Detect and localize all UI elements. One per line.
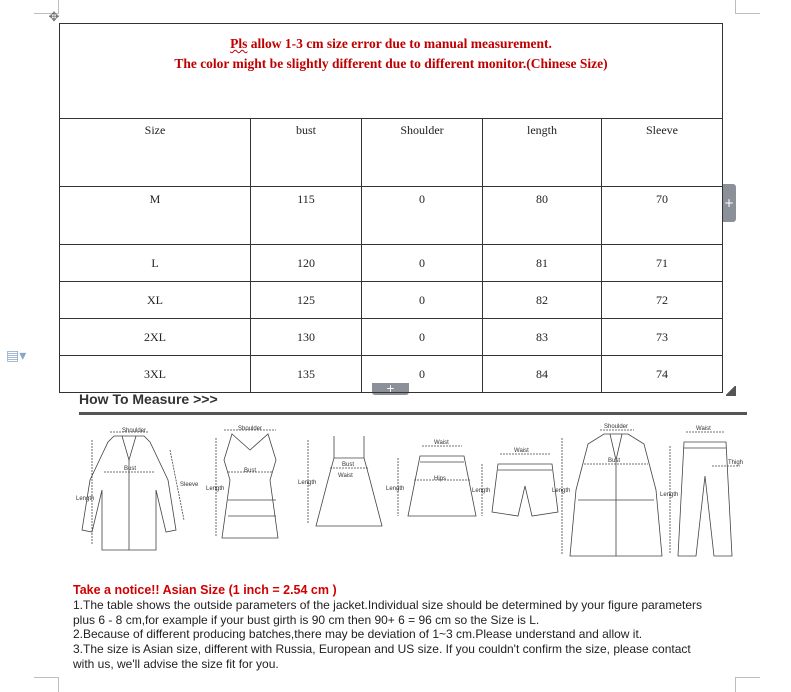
notice-paragraph-2: 2.Because of different producing batches,there may be deviation of 1~3 cm.Please understand and allow it. xyxy=(73,627,643,642)
label-shoulder-coat: Shoulder xyxy=(604,424,629,430)
cell-length: 80 xyxy=(483,187,602,245)
label-length-coat: Length xyxy=(552,488,571,494)
move-handle-icon[interactable]: ✥ xyxy=(48,10,60,25)
cell-size: L xyxy=(60,245,251,282)
label-length-shorts: Length xyxy=(472,488,491,494)
label-shoulder-jacket: Shoulder xyxy=(122,428,147,434)
table-header-row xyxy=(60,119,723,187)
header-sleeve: Sleeve xyxy=(602,119,723,187)
table-row xyxy=(60,319,723,356)
notice-row xyxy=(60,24,723,119)
shorts-figure xyxy=(482,454,558,516)
label-shoulder-vest: Shoulder xyxy=(238,426,263,432)
crop-mark-bottom-right xyxy=(735,677,760,692)
notice-line-1-text: allow 1-3 cm size error due to manual measurement. xyxy=(247,36,552,51)
notice-line-1 xyxy=(60,36,722,52)
cell-size: 3XL xyxy=(60,356,251,393)
label-waist-trousers: Waist xyxy=(696,426,711,432)
cell-sleeve: 73 xyxy=(602,319,723,356)
measurement-illustrations xyxy=(72,420,752,570)
cell-length: 84 xyxy=(483,356,602,393)
table-row xyxy=(60,187,723,245)
cell-size: XL xyxy=(60,282,251,319)
label-length-trousers: Length xyxy=(660,492,679,498)
table-row xyxy=(60,282,723,319)
cell-bust: 120 xyxy=(251,245,362,282)
crop-mark-top-right xyxy=(735,0,760,14)
cell-length: 83 xyxy=(483,319,602,356)
cell-bust: 135 xyxy=(251,356,362,393)
notice-cell xyxy=(60,24,723,119)
document-icon[interactable]: ▤▾ xyxy=(6,348,27,364)
label-waist-shorts: Waist xyxy=(514,448,529,454)
label-bust-coat: Bust xyxy=(608,458,621,464)
jacket-figure xyxy=(82,432,184,550)
how-to-measure-divider xyxy=(79,412,747,415)
notice-paragraph-1: 1.The table shows the outside parameters of the jacket.Individual size should be determined by your figure parameters plus 6 - 8 cm,for example if your bust girth is 90 cm then 90+ 6 = 96 cm so the Size is L. xyxy=(73,597,703,627)
cell-shoulder: 0 xyxy=(362,282,483,319)
coat-figure xyxy=(562,430,662,556)
header-bust: bust xyxy=(251,119,362,187)
table-row xyxy=(60,356,723,393)
cell-size: M xyxy=(60,187,251,245)
cell-sleeve: 74 xyxy=(602,356,723,393)
table-row xyxy=(60,245,723,282)
cell-bust: 125 xyxy=(251,282,362,319)
notice-line-2: The color might be slightly different due to different monitor.(Chinese Size) xyxy=(174,56,608,71)
how-to-measure-title: How To Measure >>> xyxy=(79,391,218,407)
label-bust-dress: Bust xyxy=(342,462,355,468)
label-bust-vest: Bust xyxy=(244,468,257,474)
label-waist-skirt: Waist xyxy=(434,440,449,446)
cell-shoulder: 0 xyxy=(362,356,483,393)
notice-heading: Take a notice!! Asian Size (1 inch = 2.54 cm ) xyxy=(73,583,337,597)
cell-length: 82 xyxy=(483,282,602,319)
notice-paragraph-3: 3.The size is Asian size, different with Russia, European and US size. If you couldn't confirm the size, please contact with us, we'll advise the size fit for you. xyxy=(73,642,691,671)
label-thigh-trousers: Thigh xyxy=(728,460,744,466)
cell-sleeve: 72 xyxy=(602,282,723,319)
label-hips-skirt: Hips xyxy=(434,476,447,482)
vest-figure xyxy=(216,430,278,538)
cell-size: 2XL xyxy=(60,319,251,356)
header-shoulder: Shoulder xyxy=(362,119,483,187)
cell-bust: 130 xyxy=(251,319,362,356)
label-length-skirt: Length xyxy=(386,486,405,492)
header-length: length xyxy=(483,119,602,187)
label-waist-dress: Waist xyxy=(338,473,353,479)
cell-shoulder: 0 xyxy=(362,245,483,282)
cell-sleeve: 70 xyxy=(602,187,723,245)
size-table xyxy=(59,23,723,393)
size-notice-block xyxy=(73,583,713,672)
resize-handle-icon[interactable] xyxy=(726,386,736,396)
label-length-vest: Length xyxy=(206,486,225,492)
insert-column-plus-icon[interactable]: + xyxy=(722,184,736,222)
cell-shoulder: 0 xyxy=(362,319,483,356)
label-sleeve-jacket: Sleeve xyxy=(180,482,199,488)
label-bust-jacket: Bust xyxy=(124,466,137,472)
cell-sleeve: 71 xyxy=(602,245,723,282)
trousers-figure xyxy=(670,432,740,556)
dress-figure xyxy=(308,436,382,526)
cell-bust: 115 xyxy=(251,187,362,245)
header-size: Size xyxy=(60,119,251,187)
crop-mark-bottom-left xyxy=(34,677,59,692)
label-length-dress: Length xyxy=(298,480,317,486)
cell-shoulder: 0 xyxy=(362,187,483,245)
measurement-illustrations-svg xyxy=(72,420,752,570)
cell-length: 81 xyxy=(483,245,602,282)
label-length-jacket: Length xyxy=(76,496,95,502)
notice-pls: Pls xyxy=(230,36,248,51)
insert-row-plus-icon[interactable]: + xyxy=(372,383,409,395)
